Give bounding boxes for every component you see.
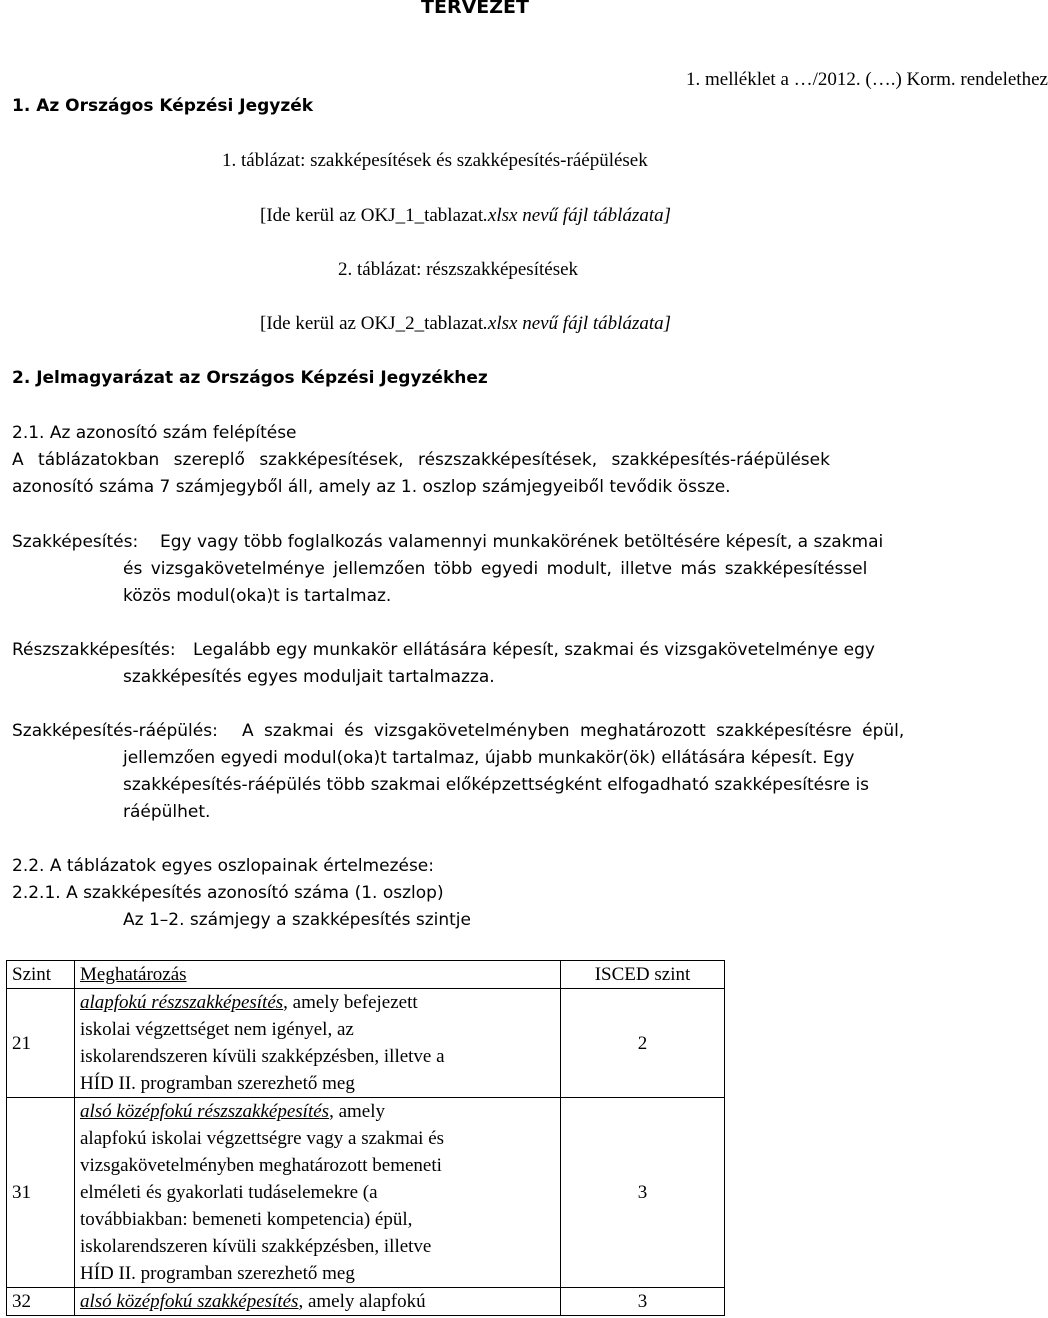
definition-term-text: alapfokú részszakképesítés xyxy=(80,992,284,1013)
definition-text: iskolarendszeren kívüli szakképzésben, illetve xyxy=(80,1236,432,1257)
definition-line: A szakmai és vizsgakövetelményben meghatározott szakképesítésre épül, xyxy=(242,721,905,741)
definition-line: közös modul(oka)t is tartalmaz. xyxy=(123,586,392,606)
table-row xyxy=(7,1098,725,1288)
column-header-isced: ISCED szint xyxy=(561,961,725,989)
definition-text: vizsgakövetelményben meghatározott bemeneti xyxy=(80,1155,442,1176)
column-header-definition-text: Meghatározás xyxy=(80,964,187,985)
level-digits-caption: Az 1–2. számjegy a szakképesítés szintje xyxy=(123,910,471,930)
table1-caption: 1. táblázat: szakképesítések és szakképesítés-ráépülések xyxy=(222,150,648,171)
definition-text: , amely alapfokú xyxy=(298,1291,426,1312)
column-header-level: Szint xyxy=(7,961,75,989)
definition-text: , amely xyxy=(329,1101,385,1122)
definition-line: Legalább egy munkakör ellátására képesít, szakmai és vizsgakövetelménye egy xyxy=(193,640,875,660)
definition-cell xyxy=(75,989,561,1098)
subsection-2-2-title: 2.2. A táblázatok egyes oszlopainak értelmezése: xyxy=(12,856,434,876)
definition-line: jellemzően egyedi modul(oka)t tartalmaz, újabb munkakör(ök) ellátására képesít. Egy xyxy=(123,748,855,768)
isced-cell: 3 xyxy=(561,1098,725,1288)
table-header-row xyxy=(7,961,725,989)
isced-cell: 3 xyxy=(561,1288,725,1316)
definition-text: , amely befejezett xyxy=(283,992,418,1013)
table-row xyxy=(7,989,725,1098)
table1-placeholder-text: [Ide kerül az OKJ_1_tablazat.xlsx nevű fájl táblázata] xyxy=(260,205,672,226)
draft-title: TERVEZET xyxy=(421,0,529,18)
definition-line: és vizsgakövetelménye jellemzően több egyedi modult, illetve más szakképesítéssel xyxy=(123,559,868,579)
placeholder-italic-part: .xlsx nevű fájl táblázata] xyxy=(483,313,672,334)
definition-text: iskolai végzettséget nem igényel, az xyxy=(80,1019,354,1040)
table1-placeholder xyxy=(260,202,671,229)
level-cell: 32 xyxy=(7,1288,75,1316)
definition-cell xyxy=(75,1288,561,1316)
section2-title: 2. Jelmagyarázat az Országos Képzési Jegyzékhez xyxy=(12,368,488,388)
definition-line: szakképesítés-ráépülés több szakmai előképzettségként elfogadható szakképesítésre is xyxy=(123,775,870,795)
level-table xyxy=(6,960,725,1316)
definition-term-text: alsó középfokú szakképesítés xyxy=(80,1291,299,1312)
definition-term: Szakképesítés: xyxy=(12,532,139,552)
definition-text: HÍD II. programban szerezhető meg xyxy=(80,1073,355,1094)
definition-line: Egy vagy több foglalkozás valamennyi munkakörének betöltésére képesít, a szakmai xyxy=(160,532,884,552)
definition-term: Részszakképesítés: xyxy=(12,640,176,660)
table2-caption: 2. táblázat: részszakképesítések xyxy=(338,259,579,280)
definition-text: alapfokú iskolai végzettségre vagy a szakmai és xyxy=(80,1128,445,1149)
subsection-2-2-1-title: 2.2.1. A szakképesítés azonosító száma (1. oszlop) xyxy=(12,883,444,903)
definition-cell xyxy=(75,1098,561,1288)
level-cell: 31 xyxy=(7,1098,75,1288)
definition-text: elméleti és gyakorlati tudáselemekre (a xyxy=(80,1182,378,1203)
isced-cell: 2 xyxy=(561,989,725,1098)
definition-term-text: alsó középfokú részszakképesítés xyxy=(80,1101,330,1122)
column-header-definition xyxy=(75,961,561,989)
definition-text: továbbiakban: bemeneti kompetencia) épül, xyxy=(80,1209,413,1230)
subsection-2-1-line1: A táblázatokban szereplő szakképesítések, részszakképesítések, szakképesítés-ráépülések xyxy=(12,450,830,470)
definition-line: ráépülhet. xyxy=(123,802,211,822)
subsection-2-1-title: 2.1. Az azonosító szám felépítése xyxy=(12,423,297,443)
table2-placeholder xyxy=(260,310,671,337)
annex-reference: 1. melléklet a …/2012. (….) Korm. rendelethez xyxy=(686,69,1048,90)
definition-text: iskolarendszeren kívüli szakképzésben, illetve a xyxy=(80,1046,445,1067)
placeholder-italic-part: .xlsx nevű fájl táblázata] xyxy=(483,205,672,226)
definition-line: szakképesítés egyes moduljait tartalmazza. xyxy=(123,667,495,687)
table2-placeholder-text: [Ide kerül az OKJ_2_tablazat.xlsx nevű fájl táblázata] xyxy=(260,313,672,334)
level-cell: 21 xyxy=(7,989,75,1098)
table-row xyxy=(7,1288,725,1316)
definition-text: HÍD II. programban szerezhető meg xyxy=(80,1263,355,1284)
section1-title: 1. Az Országos Képzési Jegyzék xyxy=(12,96,314,116)
subsection-2-1-line2: azonosító száma 7 számjegyből áll, amely az 1. oszlop számjegyeiből tevődik össze. xyxy=(12,477,731,497)
definition-term: Szakképesítés-ráépülés: xyxy=(12,721,218,741)
